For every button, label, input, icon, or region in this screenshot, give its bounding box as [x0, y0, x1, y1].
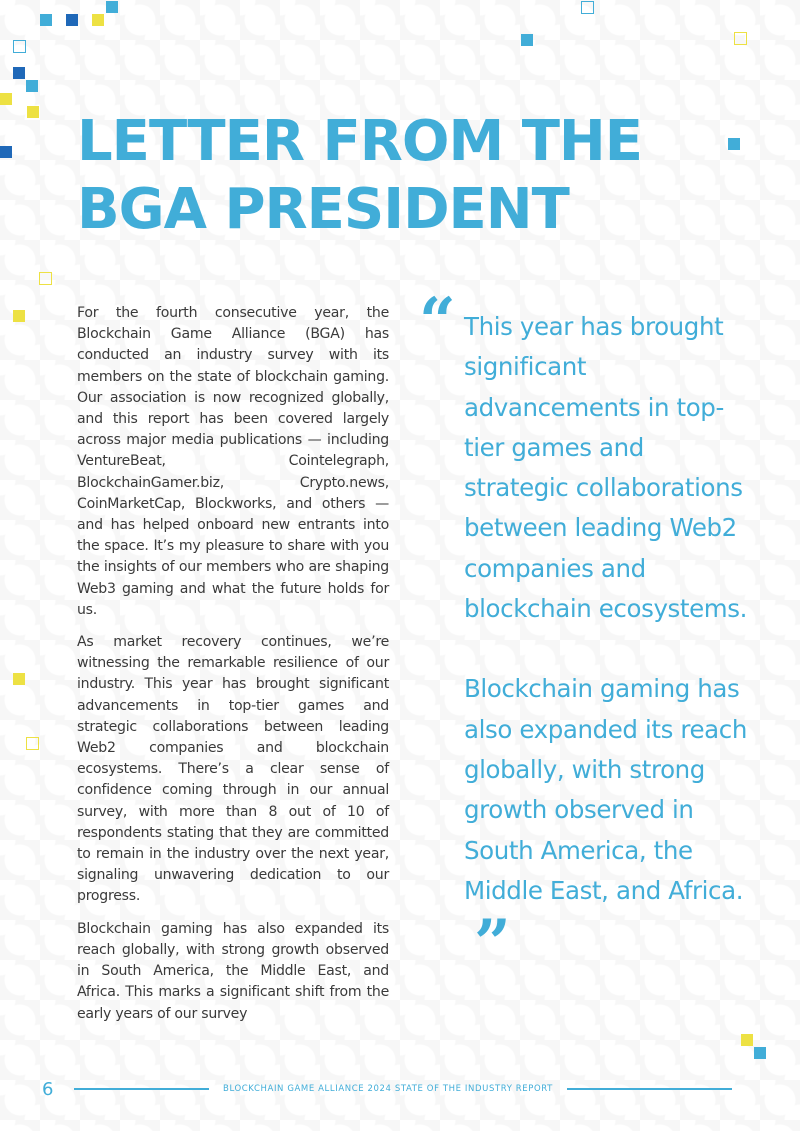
- deco-square: [0, 146, 12, 158]
- footer-rule-right: [567, 1088, 732, 1090]
- letter-body: [77, 303, 389, 1036]
- deco-square-outline: [26, 737, 39, 750]
- deco-square-outline: [734, 32, 747, 45]
- deco-square: [754, 1047, 766, 1059]
- deco-square: [521, 34, 533, 46]
- deco-square: [26, 80, 38, 92]
- pull-quote-paragraph: This year has brought significant advancements in top-tier games and strategic collaborations between leading Web2 companies and blockchain ecosystems.: [464, 312, 747, 624]
- deco-square: [27, 106, 39, 118]
- footer-running-title: BLOCKCHAIN GAME ALLIANCE 2024 STATE OF THE INDUSTRY REPORT: [223, 1084, 553, 1094]
- deco-square-outline: [581, 1, 594, 14]
- open-quote-icon: “: [419, 284, 456, 359]
- title-line-1: LETTER FROM THE: [77, 109, 643, 174]
- page-number: 6: [42, 1078, 54, 1100]
- deco-square: [0, 93, 12, 105]
- deco-square: [40, 14, 52, 26]
- body-paragraph: As market recovery continues, we’re witnessing the remarkable resilience of our industry. This year has brought significant advancements in top-tier games and strategic collaborations between leading Web2 companies and blockchain ecosystems. There’s a clear sense of confidence coming through in our annual survey, with more than 8 out of 10 of respondents stating that they are committed to remain in the industry over the next year, signaling unwavering dedication to our progress.: [77, 634, 389, 905]
- deco-square-outline: [13, 40, 26, 53]
- deco-square: [92, 14, 104, 26]
- body-paragraph: Blockchain gaming has also expanded its reach globally, with strong growth observed in South America, the Middle East, and Africa. This marks a significant shift from the early years of our survey: [77, 920, 389, 1022]
- deco-square: [741, 1034, 753, 1046]
- page-title: [77, 108, 642, 244]
- pull-quote-text: [464, 307, 754, 982]
- footer-rule-left: [74, 1088, 209, 1090]
- deco-square: [13, 310, 25, 322]
- deco-square-outline: [39, 272, 52, 285]
- pull-quote-paragraph-text: Blockchain gaming has also expanded its reach globally, with strong growth observed in South America, the Middle East, and Africa.: [464, 674, 747, 905]
- close-quote-icon: ”: [474, 906, 511, 982]
- deco-square: [106, 1, 118, 13]
- body-paragraph: For the fourth consecutive year, the Blockchain Game Alliance (BGA) has conducted an industry survey with its members on the state of blockchain gaming. Our association is now recognized globally, and this report has been covered largely across major media publications — including VentureBeat, Cointelegraph, BlockchainGamer.biz, Crypto.news, CoinMarketCap, Blockworks, and others — and has helped onboard new entrants into the space. It’s my pleasure to share with you the insights of our members who are shaping Web3 gaming and what the future holds for us.: [77, 305, 389, 618]
- title-line-2: BGA PRESIDENT: [77, 177, 569, 242]
- deco-square: [13, 673, 25, 685]
- page-footer: [42, 1077, 732, 1101]
- deco-square: [728, 138, 740, 150]
- deco-square: [66, 14, 78, 26]
- deco-square: [13, 67, 25, 79]
- pull-quote-paragraph: [464, 669, 754, 982]
